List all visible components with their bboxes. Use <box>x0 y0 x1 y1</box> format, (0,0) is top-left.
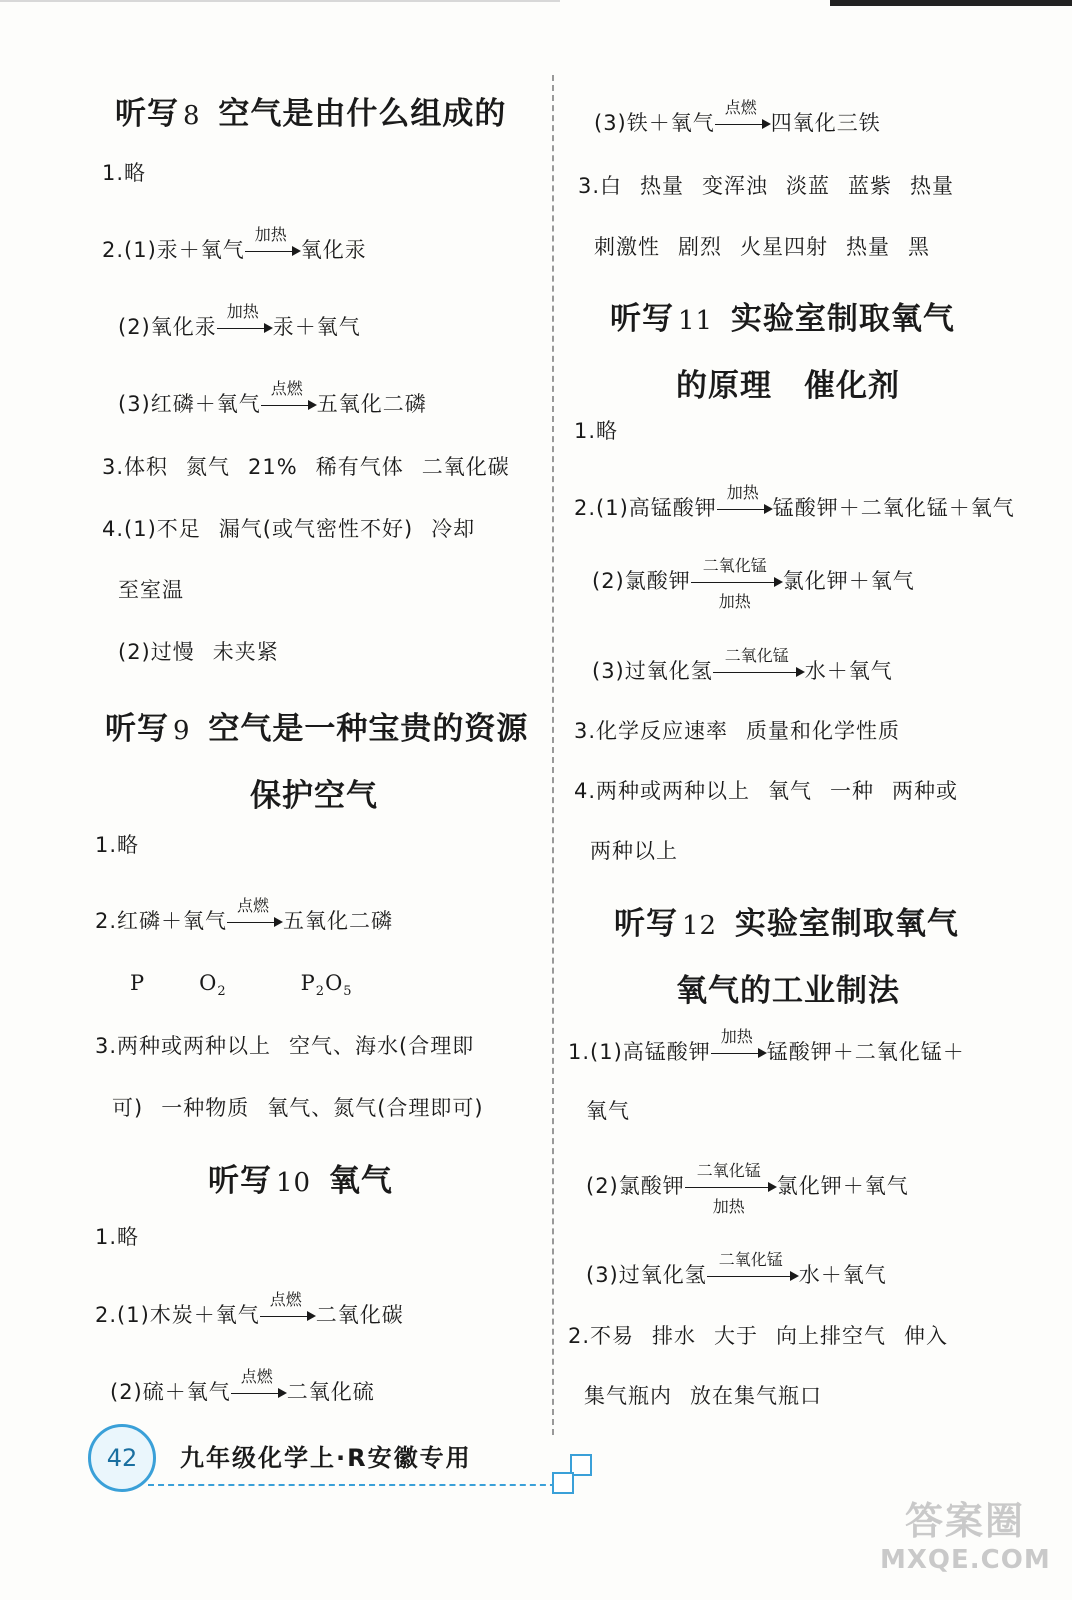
reaction-arrow: 加热 <box>217 313 273 343</box>
reaction-arrow: 二氧化锰 <box>707 1261 799 1291</box>
answer-line: 可) 一种物质 氧气、氮气(合理即可) <box>112 1096 484 1120</box>
equation-line: 2.(1)汞＋氧气 加热 氧化汞 <box>102 235 367 266</box>
equation-line: 1.(1)高锰酸钾 加热 锰酸钾＋二氧化锰＋ <box>568 1037 965 1068</box>
reaction-arrow: 加热 <box>717 494 773 524</box>
heading-dictation-11: 听写 11 实验室制取氧气 <box>610 301 955 337</box>
equation-line: (3)铁＋氧气 点燃 四氧化三铁 <box>594 108 881 139</box>
equation-line: 2.(1)高锰酸钾 加热 锰酸钾＋二氧化锰＋氧气 <box>574 493 1015 524</box>
heading-dictation-11-cont: 的原理 催化剂 <box>676 368 900 404</box>
reaction-arrow: 点燃 <box>261 390 317 420</box>
heading-dictation-9-cont: 保护空气 <box>250 778 378 814</box>
footer-dashed-line <box>148 1484 566 1486</box>
answer-line: 3.化学反应速率 质量和化学性质 <box>574 719 901 743</box>
page-number: 42 <box>88 1424 156 1492</box>
page-footer <box>88 1422 608 1512</box>
equation-line: 2.(1)木炭＋氧气 点燃 二氧化碳 <box>95 1300 404 1331</box>
answer-line: 4.两种或两种以上 氧气 一种 两种或 <box>574 779 959 803</box>
equation-line: 2.红磷＋氧气 点燃 五氧化二磷 <box>95 906 393 937</box>
heading-dictation-8: 听写 8 空气是由什么组成的 <box>115 96 507 132</box>
answer-line: 3.白 热量 变浑浊 淡蓝 蓝紫 热量 <box>578 174 955 198</box>
answer-line: 氧气 <box>586 1099 630 1123</box>
answer-line: (2)过慢 未夹紧 <box>118 640 279 664</box>
column-divider <box>552 75 554 1435</box>
answer-line: 1.略 <box>95 833 140 857</box>
reaction-arrow: 点燃 <box>715 109 771 139</box>
heading-dictation-12: 听写 12 实验室制取氧气 <box>614 906 959 942</box>
decorative-square <box>552 1472 574 1494</box>
reaction-arrow: 点燃 <box>227 907 283 937</box>
answer-line: 3.两种或两种以上 空气、海水(合理即 <box>95 1034 475 1058</box>
reaction-arrow: 点燃 <box>260 1301 316 1331</box>
top-edge <box>0 0 1072 6</box>
equation-line: (2)氧化汞 加热 汞＋氧气 <box>118 312 361 343</box>
answer-line: 至室温 <box>118 578 184 602</box>
reaction-arrow: 二氧化锰 加热 <box>691 567 783 597</box>
heading-dictation-12-cont: 氧气的工业制法 <box>676 973 900 1009</box>
reaction-arrow: 二氧化锰 加热 <box>685 1172 777 1202</box>
formula-line: P $O_2$ $P_2O_5$ <box>130 971 353 1000</box>
answer-line: 1.略 <box>574 419 619 443</box>
heading-dictation-10: 听写 10 氧气 <box>208 1163 393 1199</box>
equation-line: (3)过氧化氢 二氧化锰 水＋氧气 <box>586 1260 887 1291</box>
reaction-arrow: 加热 <box>245 236 301 266</box>
reaction-arrow: 二氧化锰 <box>713 657 805 687</box>
answer-line: 1.略 <box>95 1225 140 1249</box>
answer-line: 两种以上 <box>590 839 678 863</box>
answer-line: 刺激性 剧烈 火星四射 热量 黑 <box>594 235 930 259</box>
book-title: 九年级化学上·R安徽专用 <box>180 1444 472 1472</box>
equation-line: (3)过氧化氢 二氧化锰 水＋氧气 <box>592 656 893 687</box>
equation-line: (2)氯酸钾 二氧化锰 加热 氯化钾＋氧气 <box>592 556 915 611</box>
answer-line: 1.略 <box>102 161 147 185</box>
equation-line: (2)氯酸钾 二氧化锰 加热 氯化钾＋氧气 <box>586 1161 909 1216</box>
answer-line: 4.(1)不足 漏气(或气密性不好) 冷却 <box>102 517 476 541</box>
reaction-arrow: 加热 <box>711 1038 767 1068</box>
heading-dictation-9: 听写 9 空气是一种宝贵的资源 <box>105 711 529 747</box>
answer-line: 集气瓶内 放在集气瓶口 <box>584 1384 822 1408</box>
answer-line: 3.体积 氮气 21% 稀有气体 二氧化碳 <box>102 455 510 479</box>
watermark-logo: 答案圈 MXQE.COM <box>880 1499 1051 1575</box>
equation-line: (3)红磷＋氧气 点燃 五氧化二磷 <box>118 389 427 420</box>
answer-line: 2.不易 排水 大于 向上排空气 伸入 <box>568 1324 949 1348</box>
equation-line: (2)硫＋氧气 点燃 二氧化硫 <box>110 1377 375 1408</box>
reaction-arrow: 点燃 <box>231 1378 287 1408</box>
